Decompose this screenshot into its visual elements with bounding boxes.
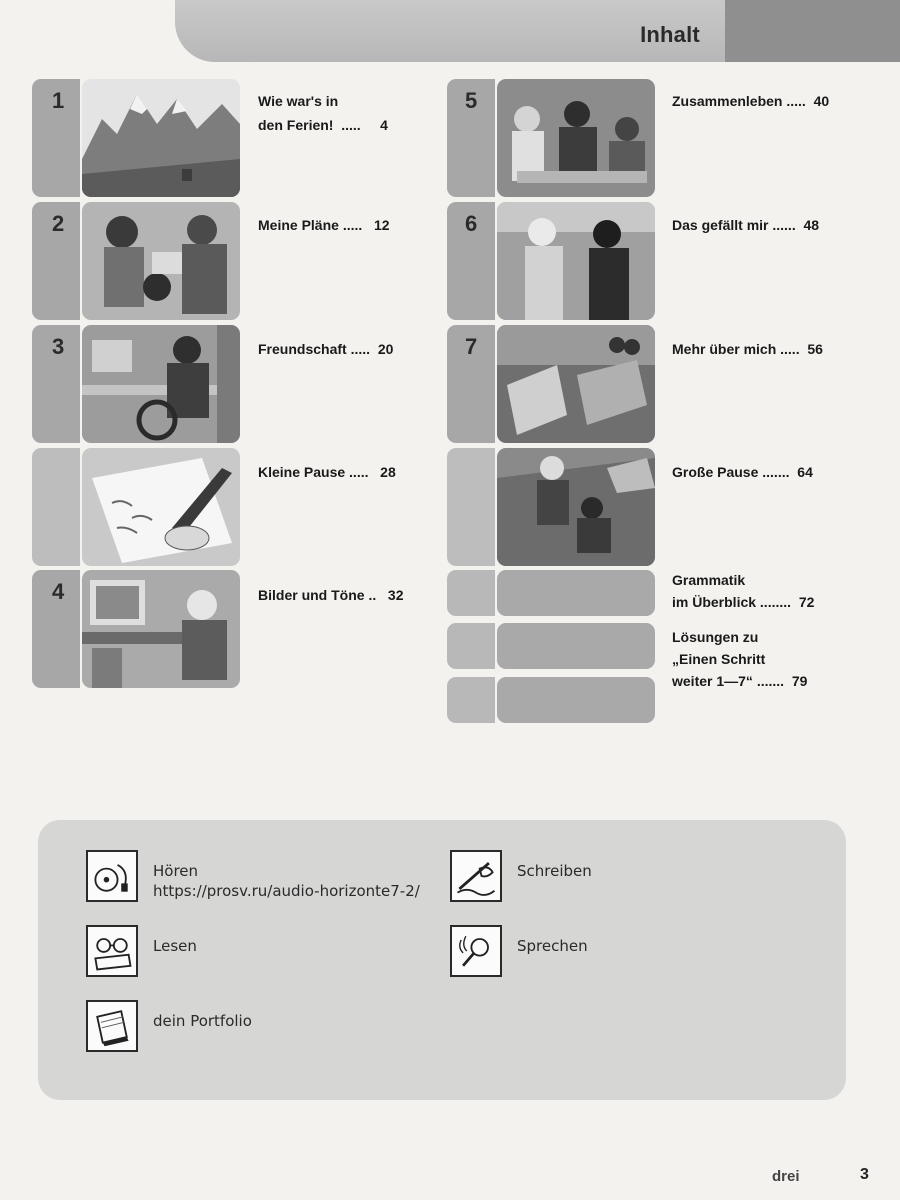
unit-4-entry[interactable]: Bilder und Töne .. 32 [258, 587, 404, 603]
unit-6-number: 6 [465, 211, 478, 236]
loesungen-line3[interactable]: weiter 1—7“ ....... 79 [672, 673, 808, 689]
unit-1-leader: ..... [341, 117, 361, 133]
unit-3-title: Freundschaft [258, 341, 347, 357]
unit-2-number: 2 [52, 211, 65, 236]
grosse-pause-image[interactable] [497, 448, 655, 566]
loesungen-block-2 [497, 677, 655, 723]
page-number: 3 [860, 1166, 869, 1183]
grammatik-line2[interactable]: im Überblick ........ 72 [672, 594, 815, 610]
unit-3-page: 20 [377, 341, 394, 357]
unit-2-image[interactable] [82, 202, 240, 320]
loesungen-block-1 [497, 623, 655, 669]
grammatik-page: 72 [798, 594, 815, 610]
unit-4-page: 32 [387, 587, 404, 603]
unit-7-page: 56 [807, 341, 823, 357]
microphone-icon [450, 925, 502, 977]
unit-1-image[interactable] [82, 79, 240, 197]
unit-6-title: Das gefällt mir [672, 217, 769, 233]
unit-3-image[interactable] [82, 325, 240, 443]
unit-5-number: 5 [465, 88, 478, 113]
schreiben-label: Schreiben [517, 862, 592, 880]
grammatik-line1[interactable]: Grammatik [672, 572, 746, 588]
loesungen-page: 79 [791, 673, 808, 689]
unit-5-title: Zusammenleben [672, 93, 783, 109]
unit-3-number: 3 [52, 334, 65, 359]
unit-4-number: 4 [52, 579, 65, 604]
kleine-pause-tab [32, 448, 80, 566]
writing-hand-icon [450, 850, 502, 902]
loesungen-line1[interactable]: Lösungen zu [672, 629, 759, 645]
unit-1-title-line1[interactable]: Wie war's in [258, 93, 339, 109]
unit-6-image[interactable] [497, 202, 655, 320]
grosse-pause-entry[interactable]: Große Pause ....... 64 [672, 464, 813, 480]
unit-7-image[interactable] [497, 325, 655, 443]
grosse-pause-title: Große Pause [672, 464, 759, 480]
unit-5-page: 40 [813, 93, 830, 109]
lesen-label: Lesen [153, 937, 197, 955]
loesungen-tab-1 [447, 623, 495, 669]
kleine-pause-title: Kleine Pause [258, 464, 346, 480]
unit-2-page: 12 [373, 217, 390, 233]
grammatik-block [497, 570, 655, 616]
unit-2-entry[interactable]: Meine Pläne ..... 12 [258, 217, 390, 233]
header-accent [725, 0, 900, 62]
headphones-cd-icon [86, 850, 138, 902]
kleine-pause-page: 28 [380, 464, 396, 480]
grammatik-tab [447, 570, 495, 616]
unit-1-number: 1 [52, 88, 65, 113]
page-number-word: drei [772, 1168, 800, 1185]
unit-7-number: 7 [465, 334, 478, 359]
hoeren-url[interactable]: https://prosv.ru/audio-horizonte7-2/ [153, 882, 420, 900]
sprechen-label: Sprechen [517, 937, 588, 955]
unit-6-page: 48 [803, 217, 820, 233]
unit-5-entry[interactable]: Zusammenleben ..... 40 [672, 93, 830, 109]
kleine-pause-image[interactable] [82, 448, 240, 566]
unit-1-page: 4 [380, 117, 388, 133]
glasses-book-icon [86, 925, 138, 977]
loesungen-line2[interactable]: „Einen Schritt [672, 651, 766, 667]
unit-4-title: Bilder und Töne [258, 587, 365, 603]
kleine-pause-entry[interactable]: Kleine Pause ..... 28 [258, 464, 396, 480]
unit-7-entry[interactable]: Mehr über mich ..... 56 [672, 341, 823, 357]
page-title: Inhalt [640, 22, 700, 47]
unit-4-image[interactable] [82, 570, 240, 688]
unit-1-title-line2[interactable]: den Ferien! ..... 4 [258, 117, 388, 133]
hoeren-label: Hören [153, 862, 199, 880]
unit-3-entry[interactable]: Freundschaft ..... 20 [258, 341, 394, 357]
unit-6-entry[interactable]: Das gefällt mir ...... 48 [672, 217, 820, 233]
unit-2-title: Meine Pläne [258, 217, 339, 233]
unit-7-title: Mehr über mich [672, 341, 777, 357]
grosse-pause-page: 64 [797, 464, 813, 480]
folder-book-icon [86, 1000, 138, 1052]
grosse-pause-tab [447, 448, 495, 566]
loesungen-tab-2 [447, 677, 495, 723]
portfolio-label: dein Portfolio [153, 1012, 252, 1030]
unit-5-image[interactable] [497, 79, 655, 197]
